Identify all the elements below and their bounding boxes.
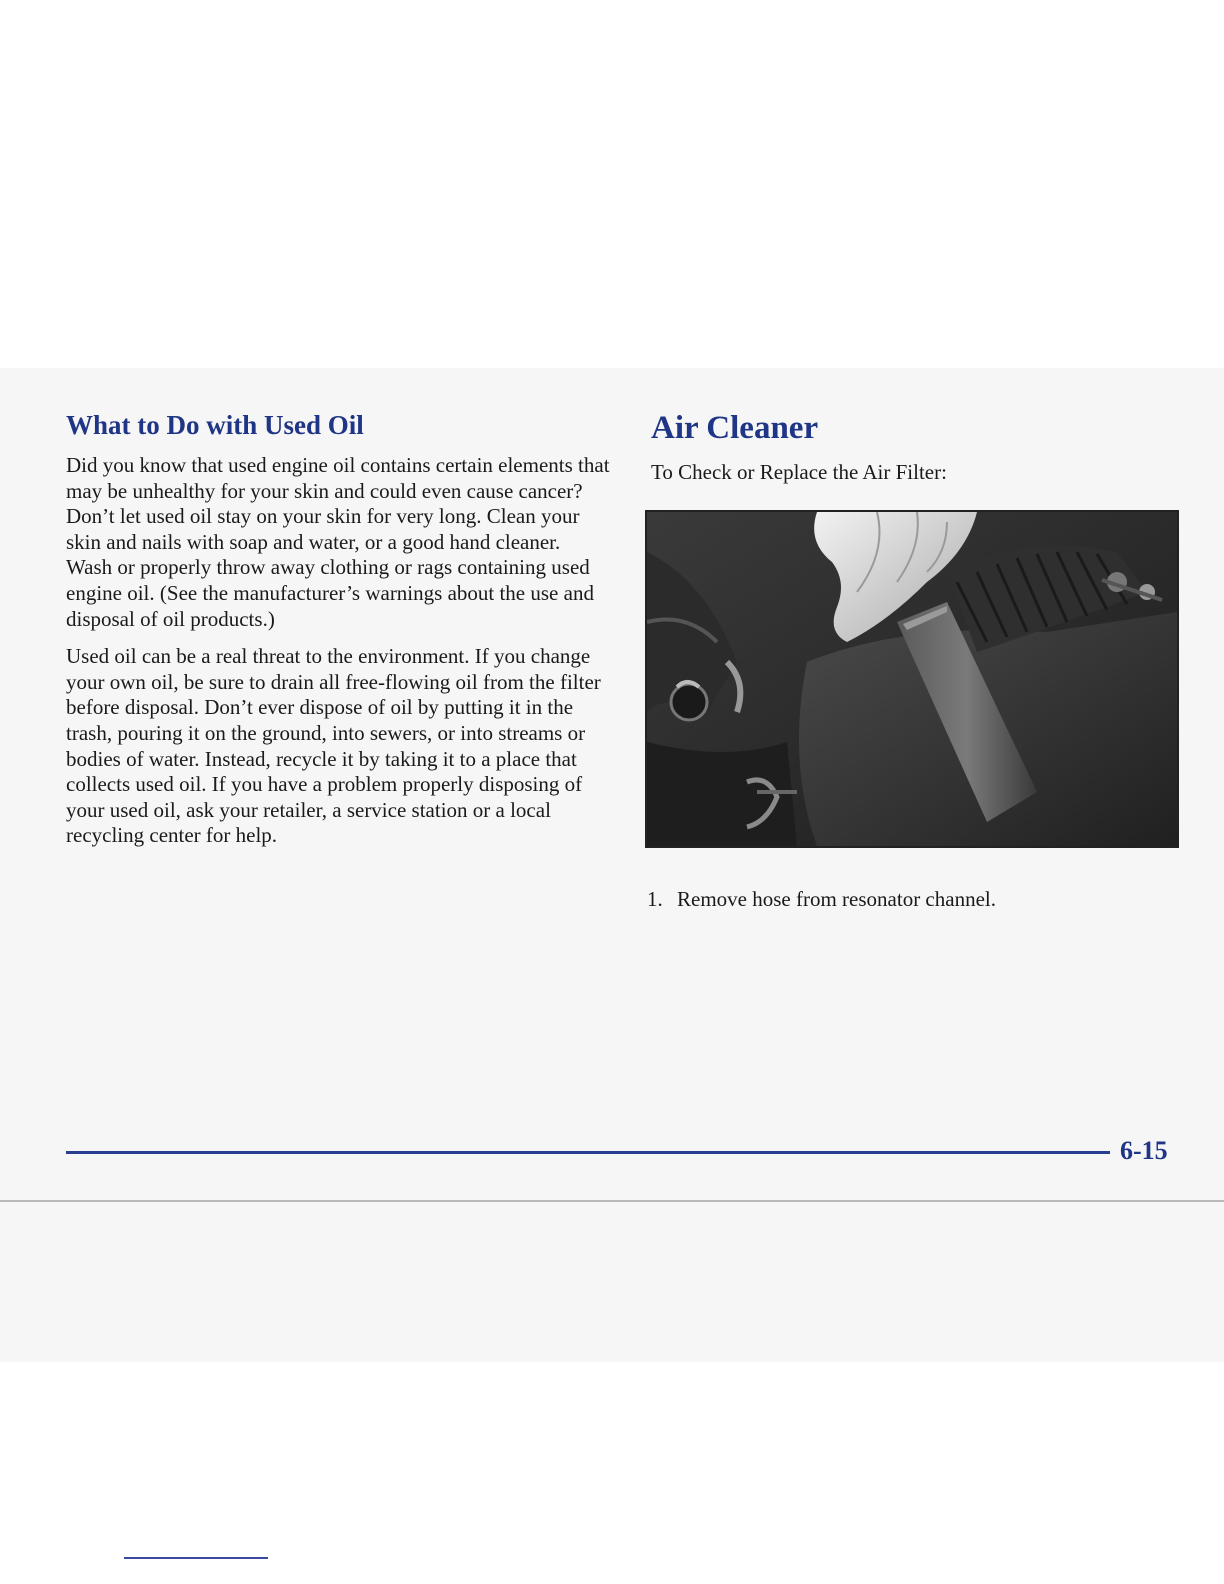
step-1-number: 1.: [647, 887, 663, 911]
air-cleaner-photo-drawing: [647, 512, 1177, 846]
used-oil-paragraph-2: Used oil can be a real threat to the environment. If you change your own oil, be sure to drain all free-flowing oil from the filter before disposal. Don’t ever dispose of oil by putting it in the trash, pouring it on the ground, into sewers, or into streams or bodies of water. Instead, recycle it by taking it to a place that collects used oil. If you have a problem properly disposing of your used oil, ask your retailer, a service station or a local recycling center for help.: [66, 644, 601, 848]
used-oil-section: [66, 410, 611, 849]
air-cleaner-photo: [645, 510, 1179, 848]
used-oil-heading: What to Do with Used Oil: [66, 410, 364, 440]
page-number: 6-15: [1120, 1136, 1168, 1165]
band-divider: [0, 1200, 1224, 1202]
step-1: [647, 886, 996, 912]
step-1-text: Remove hose from resonator channel.: [677, 887, 996, 911]
air-cleaner-section: [651, 410, 1191, 486]
bottom-stub-rule: [124, 1557, 268, 1559]
footer-rule: [66, 1151, 1110, 1154]
air-cleaner-heading: Air Cleaner: [651, 410, 819, 446]
used-oil-paragraph-1: Did you know that used engine oil contains certain elements that may be unhealthy for your skin and could even cause cancer? Don’t let used oil stay on your skin for very long. Clean your skin and nails with soap and water, or a good hand cleaner. Wash or properly throw away clothing or rags containing used engine oil. (See the manufacturer’s warnings about the use and disposal of oil products.): [66, 453, 610, 631]
air-filter-subheading: To Check or Replace the Air Filter:: [651, 460, 947, 485]
